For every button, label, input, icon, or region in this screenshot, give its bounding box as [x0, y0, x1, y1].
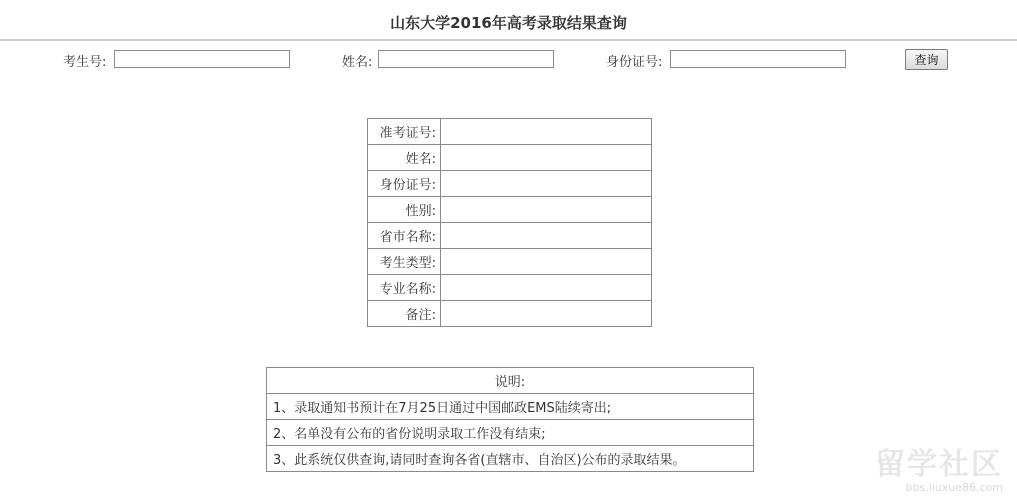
result-row — [368, 145, 652, 171]
watermark-logo — [875, 448, 1003, 494]
notes-table — [266, 367, 754, 472]
result-label: 姓名: — [368, 145, 441, 171]
notes-heading: 说明: — [267, 368, 754, 394]
watermark-text: 留学社区 — [875, 447, 1003, 482]
result-row — [368, 119, 652, 145]
note-row — [267, 394, 754, 420]
result-value — [441, 275, 652, 301]
result-row — [368, 171, 652, 197]
result-row — [368, 249, 652, 275]
result-value — [441, 171, 652, 197]
result-label: 省市名称: — [368, 223, 441, 249]
result-table — [367, 118, 652, 327]
result-label: 身份证号: — [368, 171, 441, 197]
result-label: 性别: — [368, 197, 441, 223]
note-text: 1、录取通知书预计在7月25日通过中国邮政EMS陆续寄出; — [267, 394, 754, 420]
note-row — [267, 420, 754, 446]
result-value — [441, 197, 652, 223]
result-value — [441, 249, 652, 275]
query-button[interactable]: 查询 — [905, 49, 948, 70]
result-row — [368, 197, 652, 223]
exam-no-label: 考生号: — [63, 55, 107, 70]
search-form — [0, 49, 1017, 71]
result-label: 准考证号: — [368, 119, 441, 145]
result-row — [368, 223, 652, 249]
name-input[interactable] — [378, 50, 554, 68]
notes-heading-row — [267, 368, 754, 394]
result-value — [441, 145, 652, 171]
page-title: 山东大学2016年高考录取结果查询 — [390, 14, 627, 32]
result-label: 备注: — [368, 301, 441, 327]
exam-no-input[interactable] — [114, 50, 290, 68]
name-label: 姓名: — [342, 55, 373, 70]
result-label: 专业名称: — [368, 275, 441, 301]
id-number-label: 身份证号: — [606, 55, 663, 70]
result-label: 考生类型: — [368, 249, 441, 275]
result-row — [368, 275, 652, 301]
result-value — [441, 119, 652, 145]
title-divider — [0, 39, 1017, 41]
note-text: 3、此系统仅供查询,请同时查询各省(直辖市、自治区)公布的录取结果。 — [267, 446, 754, 472]
watermark-url: bbs.liuxue86.com — [905, 481, 1003, 494]
result-value — [441, 301, 652, 327]
result-row — [368, 301, 652, 327]
id-number-input[interactable] — [670, 50, 846, 68]
result-value — [441, 223, 652, 249]
note-text: 2、名单没有公布的省份说明录取工作没有结束; — [267, 420, 754, 446]
note-row — [267, 446, 754, 472]
